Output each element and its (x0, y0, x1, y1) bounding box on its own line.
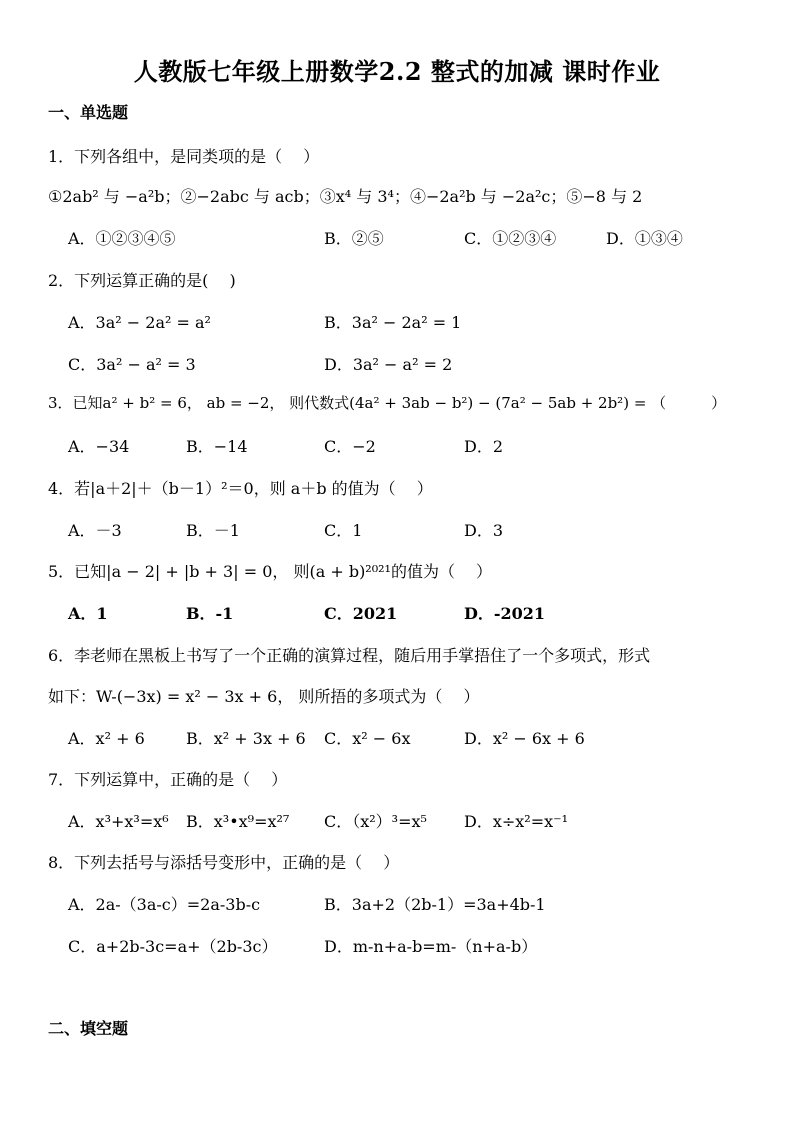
question-2-option-c[interactable]: C．3a² − a² = 3 (68, 355, 196, 374)
question-5-stem: 5．已知|a − 2| + |b + 3| = 0， 则(a + b)²⁰²¹的值为（ ） (48, 562, 493, 581)
question-6-stem: 6．李老师在黑板上书写了一个正确的演算过程，随后用手掌捂住了一个多项式，形式 (48, 646, 651, 665)
question-1-option-c[interactable]: C．①②③④ (464, 229, 557, 248)
question-6-option-c[interactable]: C．x² − 6x (324, 729, 411, 748)
question-2-stem: 2．下列运算正确的是( ) (48, 271, 236, 290)
question-2-option-a[interactable]: A．3a² − 2a² = a² (68, 313, 211, 332)
question-6-option-b[interactable]: B．x² + 3x + 6 (186, 729, 306, 748)
question-1-option-d[interactable]: D．①③④ (606, 229, 683, 248)
question-8-stem: 8．下列去括号与添括号变形中，正确的是（ ） (48, 853, 400, 872)
section-heading-fill-in: 二、填空题 (48, 1019, 129, 1038)
question-7-option-b[interactable]: B．x³•x⁹=x²⁷ (186, 812, 290, 831)
section-heading-single-choice: 一、单选题 (48, 103, 129, 122)
question-8-option-b[interactable]: B．3a+2（2b-1）=3a+4b-1 (324, 895, 546, 914)
question-5-option-a[interactable]: A．1 (68, 604, 108, 623)
question-1-stem: 1．下列各组中，是同类项的是（ ） (48, 147, 320, 166)
question-1-option-a[interactable]: A．①②③④⑤ (68, 229, 176, 248)
question-5-option-d[interactable]: D．-2021 (464, 604, 546, 623)
question-8-option-d[interactable]: D．m-n+a-b=m-（n+a-b） (324, 937, 538, 956)
question-1-option-b[interactable]: B．②⑤ (324, 229, 384, 248)
question-5-option-b[interactable]: B．-1 (186, 604, 234, 623)
question-4-option-b[interactable]: B．－1 (186, 521, 240, 540)
question-3-option-c[interactable]: C．−2 (324, 437, 376, 456)
question-7-option-d[interactable]: D．x÷x²=x⁻¹ (464, 812, 568, 831)
question-8-option-a[interactable]: A．2a-（3a-c）=2a-3b-c (68, 895, 261, 914)
page-title: 人教版七年级上册数学2.2 整式的加减 课时作业 (133, 57, 661, 86)
question-3-stem: 3．已知a² + b² = 6， ab = −2， 则代数式(4a² + 3ab − b²) − (7a² − 5ab + 2b²) = （ ） (48, 394, 727, 412)
question-2-option-d[interactable]: D．3a² − a² = 2 (324, 355, 453, 374)
question-8-option-c[interactable]: C．a+2b-3c=a+（2b-3c） (68, 937, 278, 956)
question-3-option-a[interactable]: A．−34 (68, 437, 130, 456)
question-6-option-d[interactable]: D．x² − 6x + 6 (464, 729, 585, 748)
question-7-stem: 7．下列运算中，正确的是（ ） (48, 770, 288, 789)
question-4-option-a[interactable]: A．－3 (68, 521, 122, 540)
question-6-option-a[interactable]: A．x² + 6 (68, 729, 145, 748)
question-7-option-a[interactable]: A．x³+x³=x⁶ (68, 812, 169, 831)
question-5-option-c[interactable]: C．2021 (324, 604, 398, 623)
question-6-stem-continued: 如下：W-(−3x) = x² − 3x + 6， 则所捂的多项式为（ ） (48, 687, 480, 706)
question-4-stem: 4．若|a＋2|＋（b－1）²＝0，则 a＋b 的值为（ ） (48, 479, 433, 498)
question-4-option-d[interactable]: D．3 (464, 521, 504, 540)
question-4-option-c[interactable]: C．1 (324, 521, 363, 540)
question-3-option-b[interactable]: B．−14 (186, 437, 248, 456)
question-3-option-d[interactable]: D．2 (464, 437, 504, 456)
question-1-groups: ①2ab² 与 −a²b；②−2abc 与 acb；③x⁴ 与 3⁴；④−2a²b 与 −2a²c；⑤−8 与 2 (48, 187, 643, 206)
question-7-option-c[interactable]: C．（x²）³=x⁵ (324, 812, 427, 831)
question-2-option-b[interactable]: B．3a² − 2a² = 1 (324, 313, 462, 332)
